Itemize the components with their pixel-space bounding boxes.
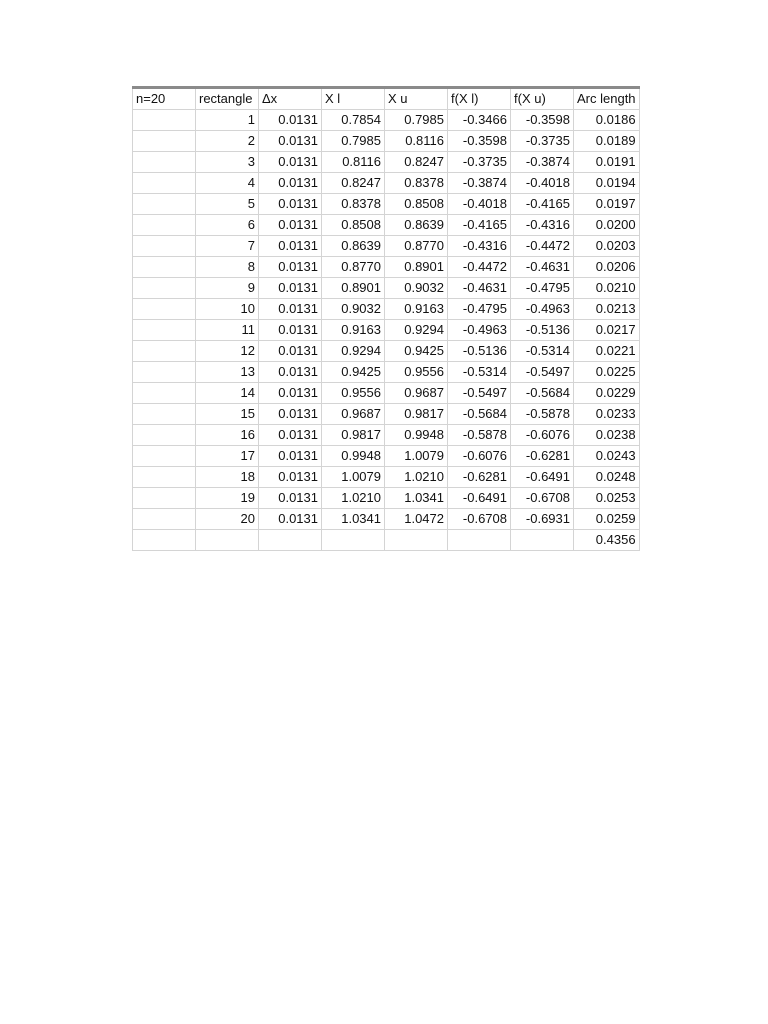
cell-x-lower: 0.9163 bbox=[322, 320, 385, 341]
cell-arc-length: 0.0206 bbox=[574, 257, 640, 278]
arc-length-table bbox=[132, 86, 640, 551]
cell-f-x-upper: -0.4795 bbox=[511, 278, 574, 299]
cell-x-upper: 0.9294 bbox=[385, 320, 448, 341]
cell-f-x-upper: -0.4631 bbox=[511, 257, 574, 278]
cell-x-lower: 0.8508 bbox=[322, 215, 385, 236]
cell-x-lower: 0.8378 bbox=[322, 194, 385, 215]
cell-n bbox=[133, 320, 196, 341]
cell-n bbox=[133, 425, 196, 446]
cell-arc-length: 0.0191 bbox=[574, 152, 640, 173]
cell-x-upper: 1.0472 bbox=[385, 509, 448, 530]
cell-n bbox=[133, 194, 196, 215]
cell-rectangle: 8 bbox=[196, 257, 259, 278]
cell-delta-x: 0.0131 bbox=[259, 131, 322, 152]
cell-rectangle: 11 bbox=[196, 320, 259, 341]
header-row bbox=[133, 88, 640, 110]
cell-f-x-upper: -0.4472 bbox=[511, 236, 574, 257]
cell-x-lower: 0.9948 bbox=[322, 446, 385, 467]
cell-x-upper: 0.9032 bbox=[385, 278, 448, 299]
cell-x-upper: 1.0341 bbox=[385, 488, 448, 509]
cell-arc-length: 0.0186 bbox=[574, 110, 640, 131]
table-row bbox=[133, 509, 640, 530]
cell-x-lower bbox=[322, 530, 385, 551]
cell-f-x-lower: -0.4165 bbox=[448, 215, 511, 236]
cell-rectangle: 16 bbox=[196, 425, 259, 446]
table-row bbox=[133, 425, 640, 446]
cell-x-upper: 0.9556 bbox=[385, 362, 448, 383]
cell-f-x-lower: -0.6491 bbox=[448, 488, 511, 509]
cell-n bbox=[133, 215, 196, 236]
cell-f-x-upper: -0.5136 bbox=[511, 320, 574, 341]
table-row bbox=[133, 173, 640, 194]
cell-f-x-lower bbox=[448, 530, 511, 551]
cell-f-x-lower: -0.3735 bbox=[448, 152, 511, 173]
cell-delta-x: 0.0131 bbox=[259, 152, 322, 173]
cell-delta-x: 0.0131 bbox=[259, 446, 322, 467]
table-row bbox=[133, 299, 640, 320]
cell-arc-length: 0.0200 bbox=[574, 215, 640, 236]
cell-rectangle: 1 bbox=[196, 110, 259, 131]
cell-f-x-lower: -0.5497 bbox=[448, 383, 511, 404]
cell-delta-x: 0.0131 bbox=[259, 110, 322, 131]
cell-arc-length: 0.0225 bbox=[574, 362, 640, 383]
cell-x-upper: 0.8116 bbox=[385, 131, 448, 152]
cell-f-x-upper: -0.4165 bbox=[511, 194, 574, 215]
cell-rectangle: 14 bbox=[196, 383, 259, 404]
table-row bbox=[133, 404, 640, 425]
cell-delta-x: 0.0131 bbox=[259, 320, 322, 341]
cell-rectangle bbox=[196, 530, 259, 551]
cell-arc-length: 0.0217 bbox=[574, 320, 640, 341]
cell-f-x-upper: -0.4316 bbox=[511, 215, 574, 236]
cell-rectangle: 19 bbox=[196, 488, 259, 509]
cell-n bbox=[133, 299, 196, 320]
cell-rectangle: 5 bbox=[196, 194, 259, 215]
cell-f-x-lower: -0.3598 bbox=[448, 131, 511, 152]
cell-x-lower: 1.0210 bbox=[322, 488, 385, 509]
cell-rectangle: 6 bbox=[196, 215, 259, 236]
cell-arc-length: 0.4356 bbox=[574, 530, 640, 551]
cell-delta-x: 0.0131 bbox=[259, 341, 322, 362]
cell-n bbox=[133, 152, 196, 173]
cell-f-x-lower: -0.3466 bbox=[448, 110, 511, 131]
cell-x-lower: 1.0079 bbox=[322, 467, 385, 488]
cell-x-upper: 0.8247 bbox=[385, 152, 448, 173]
cell-x-upper: 1.0210 bbox=[385, 467, 448, 488]
cell-n bbox=[133, 446, 196, 467]
header-rectangle: rectangle bbox=[196, 88, 259, 110]
cell-x-lower: 0.9687 bbox=[322, 404, 385, 425]
cell-f-x-lower: -0.4631 bbox=[448, 278, 511, 299]
table-row bbox=[133, 341, 640, 362]
table-row bbox=[133, 320, 640, 341]
cell-n bbox=[133, 110, 196, 131]
cell-n bbox=[133, 383, 196, 404]
cell-delta-x: 0.0131 bbox=[259, 425, 322, 446]
cell-x-lower: 0.8770 bbox=[322, 257, 385, 278]
header-arc-length: Arc length bbox=[574, 88, 640, 110]
cell-x-upper: 0.8508 bbox=[385, 194, 448, 215]
cell-f-x-lower: -0.4795 bbox=[448, 299, 511, 320]
cell-arc-length: 0.0243 bbox=[574, 446, 640, 467]
cell-f-x-lower: -0.4472 bbox=[448, 257, 511, 278]
cell-x-lower: 0.8247 bbox=[322, 173, 385, 194]
header-x-lower: X l bbox=[322, 88, 385, 110]
cell-f-x-lower: -0.5684 bbox=[448, 404, 511, 425]
cell-arc-length: 0.0229 bbox=[574, 383, 640, 404]
cell-f-x-upper: -0.6281 bbox=[511, 446, 574, 467]
table-row bbox=[133, 194, 640, 215]
cell-n bbox=[133, 404, 196, 425]
cell-f-x-lower: -0.5314 bbox=[448, 362, 511, 383]
cell-delta-x: 0.0131 bbox=[259, 299, 322, 320]
cell-f-x-upper: -0.3598 bbox=[511, 110, 574, 131]
cell-x-upper: 0.9163 bbox=[385, 299, 448, 320]
table-row bbox=[133, 215, 640, 236]
table-row bbox=[133, 236, 640, 257]
header-x-upper: X u bbox=[385, 88, 448, 110]
cell-n bbox=[133, 530, 196, 551]
cell-n bbox=[133, 509, 196, 530]
cell-arc-length: 0.0253 bbox=[574, 488, 640, 509]
cell-rectangle: 12 bbox=[196, 341, 259, 362]
cell-x-lower: 0.8116 bbox=[322, 152, 385, 173]
cell-delta-x: 0.0131 bbox=[259, 488, 322, 509]
cell-f-x-lower: -0.4018 bbox=[448, 194, 511, 215]
cell-x-lower: 0.7854 bbox=[322, 110, 385, 131]
cell-delta-x: 0.0131 bbox=[259, 467, 322, 488]
cell-rectangle: 10 bbox=[196, 299, 259, 320]
cell-n bbox=[133, 236, 196, 257]
table-row bbox=[133, 152, 640, 173]
cell-f-x-lower: -0.6076 bbox=[448, 446, 511, 467]
cell-f-x-upper: -0.3874 bbox=[511, 152, 574, 173]
table-row bbox=[133, 257, 640, 278]
cell-x-upper bbox=[385, 530, 448, 551]
cell-n bbox=[133, 341, 196, 362]
cell-rectangle: 7 bbox=[196, 236, 259, 257]
cell-f-x-upper: -0.5497 bbox=[511, 362, 574, 383]
cell-delta-x: 0.0131 bbox=[259, 215, 322, 236]
cell-x-lower: 0.9556 bbox=[322, 383, 385, 404]
cell-n bbox=[133, 131, 196, 152]
cell-arc-length: 0.0238 bbox=[574, 425, 640, 446]
cell-x-lower: 0.9032 bbox=[322, 299, 385, 320]
cell-delta-x: 0.0131 bbox=[259, 362, 322, 383]
cell-delta-x: 0.0131 bbox=[259, 278, 322, 299]
cell-x-upper: 0.9817 bbox=[385, 404, 448, 425]
cell-n bbox=[133, 173, 196, 194]
cell-f-x-upper: -0.4018 bbox=[511, 173, 574, 194]
table-row bbox=[133, 362, 640, 383]
cell-arc-length: 0.0259 bbox=[574, 509, 640, 530]
cell-delta-x: 0.0131 bbox=[259, 404, 322, 425]
table-row bbox=[133, 131, 640, 152]
cell-rectangle: 13 bbox=[196, 362, 259, 383]
cell-f-x-upper: -0.4963 bbox=[511, 299, 574, 320]
cell-arc-length: 0.0189 bbox=[574, 131, 640, 152]
cell-delta-x: 0.0131 bbox=[259, 236, 322, 257]
table-row bbox=[133, 278, 640, 299]
cell-f-x-lower: -0.4316 bbox=[448, 236, 511, 257]
cell-f-x-lower: -0.5136 bbox=[448, 341, 511, 362]
cell-rectangle: 4 bbox=[196, 173, 259, 194]
cell-x-upper: 1.0079 bbox=[385, 446, 448, 467]
table-row bbox=[133, 530, 640, 551]
cell-f-x-lower: -0.6708 bbox=[448, 509, 511, 530]
header-delta-x: Δx bbox=[259, 88, 322, 110]
cell-f-x-upper: -0.5878 bbox=[511, 404, 574, 425]
cell-rectangle: 15 bbox=[196, 404, 259, 425]
cell-x-upper: 0.8378 bbox=[385, 173, 448, 194]
table-row bbox=[133, 488, 640, 509]
cell-delta-x: 0.0131 bbox=[259, 194, 322, 215]
cell-arc-length: 0.0203 bbox=[574, 236, 640, 257]
cell-delta-x: 0.0131 bbox=[259, 509, 322, 530]
cell-x-upper: 0.9948 bbox=[385, 425, 448, 446]
cell-arc-length: 0.0248 bbox=[574, 467, 640, 488]
table-row bbox=[133, 110, 640, 131]
cell-rectangle: 17 bbox=[196, 446, 259, 467]
cell-x-upper: 0.7985 bbox=[385, 110, 448, 131]
cell-arc-length: 0.0213 bbox=[574, 299, 640, 320]
cell-f-x-lower: -0.3874 bbox=[448, 173, 511, 194]
header-n: n=20 bbox=[133, 88, 196, 110]
cell-f-x-lower: -0.6281 bbox=[448, 467, 511, 488]
cell-rectangle: 20 bbox=[196, 509, 259, 530]
cell-x-upper: 0.8770 bbox=[385, 236, 448, 257]
cell-arc-length: 0.0197 bbox=[574, 194, 640, 215]
cell-x-lower: 1.0341 bbox=[322, 509, 385, 530]
cell-x-upper: 0.9687 bbox=[385, 383, 448, 404]
cell-x-upper: 0.9425 bbox=[385, 341, 448, 362]
cell-x-upper: 0.8901 bbox=[385, 257, 448, 278]
cell-f-x-upper: -0.5314 bbox=[511, 341, 574, 362]
cell-x-lower: 0.8901 bbox=[322, 278, 385, 299]
cell-delta-x: 0.0131 bbox=[259, 383, 322, 404]
cell-f-x-lower: -0.4963 bbox=[448, 320, 511, 341]
cell-x-upper: 0.8639 bbox=[385, 215, 448, 236]
header-f-x-upper: f(X u) bbox=[511, 88, 574, 110]
cell-rectangle: 18 bbox=[196, 467, 259, 488]
table-row bbox=[133, 446, 640, 467]
cell-f-x-upper: -0.6491 bbox=[511, 467, 574, 488]
cell-delta-x bbox=[259, 530, 322, 551]
cell-f-x-upper bbox=[511, 530, 574, 551]
cell-n bbox=[133, 488, 196, 509]
cell-n bbox=[133, 278, 196, 299]
cell-x-lower: 0.9817 bbox=[322, 425, 385, 446]
cell-f-x-lower: -0.5878 bbox=[448, 425, 511, 446]
cell-f-x-upper: -0.3735 bbox=[511, 131, 574, 152]
header-f-x-lower: f(X l) bbox=[448, 88, 511, 110]
cell-n bbox=[133, 362, 196, 383]
cell-f-x-upper: -0.6708 bbox=[511, 488, 574, 509]
cell-x-lower: 0.8639 bbox=[322, 236, 385, 257]
cell-x-lower: 0.7985 bbox=[322, 131, 385, 152]
cell-x-lower: 0.9425 bbox=[322, 362, 385, 383]
cell-arc-length: 0.0221 bbox=[574, 341, 640, 362]
cell-x-lower: 0.9294 bbox=[322, 341, 385, 362]
cell-n bbox=[133, 467, 196, 488]
cell-arc-length: 0.0194 bbox=[574, 173, 640, 194]
cell-arc-length: 0.0210 bbox=[574, 278, 640, 299]
cell-f-x-upper: -0.5684 bbox=[511, 383, 574, 404]
cell-f-x-upper: -0.6076 bbox=[511, 425, 574, 446]
cell-rectangle: 9 bbox=[196, 278, 259, 299]
cell-rectangle: 2 bbox=[196, 131, 259, 152]
table-row bbox=[133, 383, 640, 404]
cell-delta-x: 0.0131 bbox=[259, 257, 322, 278]
cell-f-x-upper: -0.6931 bbox=[511, 509, 574, 530]
cell-n bbox=[133, 257, 196, 278]
table-body bbox=[133, 110, 640, 551]
cell-rectangle: 3 bbox=[196, 152, 259, 173]
cell-delta-x: 0.0131 bbox=[259, 173, 322, 194]
table-row bbox=[133, 467, 640, 488]
cell-arc-length: 0.0233 bbox=[574, 404, 640, 425]
